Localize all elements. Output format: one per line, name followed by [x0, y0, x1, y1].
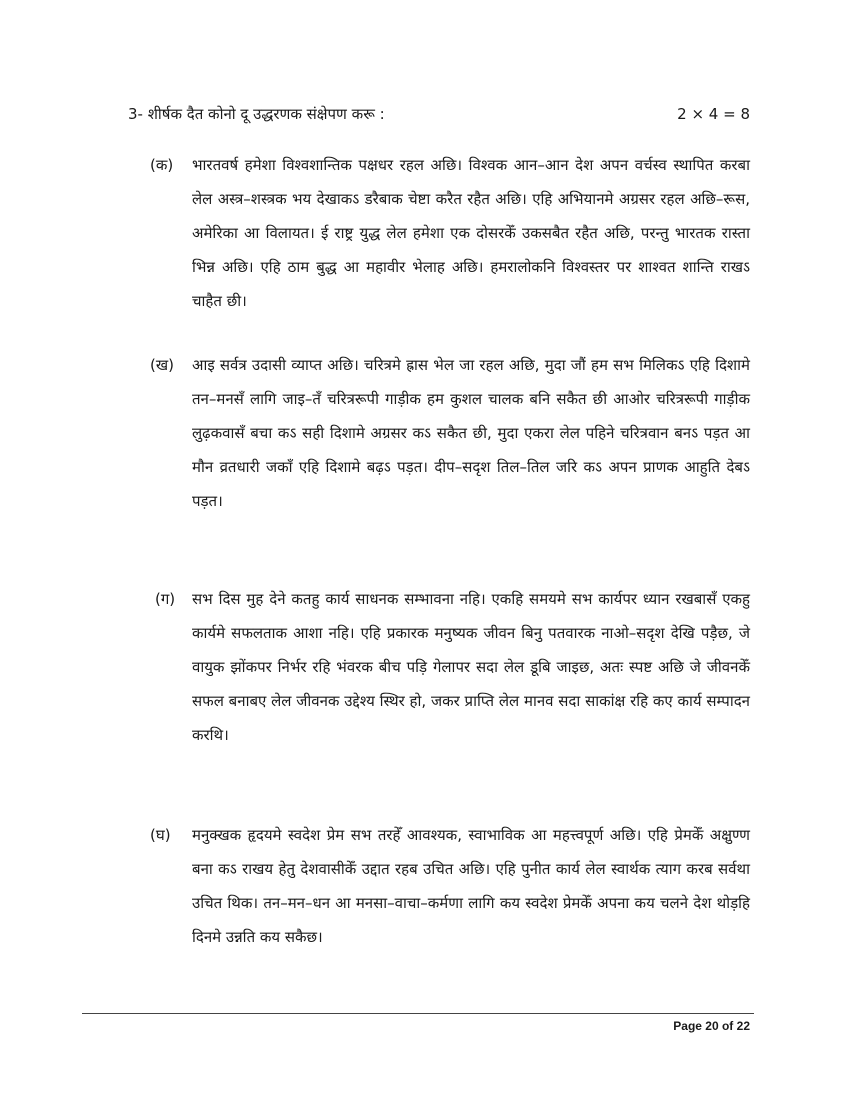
question-header [128, 100, 750, 128]
question-marks: 2 × 4 = 8 [677, 105, 750, 123]
passage-label: (क) [150, 156, 174, 174]
page-number: Page 20 of 22 [673, 1019, 750, 1033]
passage-text: आइ सर्वत्र उदासी व्याप्त अछि। चरित्रमे ह्रास भेल जा रहल अछि, मुदा जौं हम सभ मिलिकऽ एहि दिशामे तन–मनसँ लागि जाइ–तँ चरित्ररूपी गाड़ीक हम कुशल चालक बनि सकैत छी आओर चरित्ररूपी गाड़ीक लुढ़कवासँ बचा कऽ सही दिशामे अग्रसर कऽ सकैत छी, मुदा एकरा लेल पहिने चरित्रवान बनऽ पड़त आ मौन व्रतधारी जकाँ एहि दिशामे बढ़ऽ पड़त। दीप–सदृश तिल–तिल जरि कऽ अपन प्राणक आहुति देबऽ पड़त। [192, 356, 750, 510]
question-text: 3- शीर्षक दैत कोनो दू उद्धरणक संक्षेपण करू : [128, 105, 385, 123]
passage-label: (ग) [155, 590, 176, 608]
passage-text: मनुक्खक हृदयमे स्वदेश प्रेम सभ तरहेँ आवश्यक, स्वाभाविक आ महत्त्वपूर्ण अछि। एहि प्रेमकेँ अक्षुण्ण बना कऽ राखय हेतु देशवासीकेँ उद्दात रहब उचित अछि। एहि पुनीत कार्य लेल स्वार्थक त्याग करब सर्वथा उचित थिक। तन–मन–धन आ मनसा–वाचा–कर्मणा लागि कय स्वदेश प्रेमकेँ अपना कय चलने देश थोड़हि दिनमे उन्नति कय सकैछ। [192, 826, 750, 946]
passage-label: (ख) [150, 356, 174, 374]
passage-label: (घ) [150, 826, 171, 844]
footer-divider [82, 1013, 754, 1014]
passage-text: भारतवर्ष हमेशा विश्वशान्तिक पक्षधर रहल अछि। विश्वक आन–आन देश अपन वर्चस्व स्थापित करबा लेल अस्त्र–शस्त्रक भय देखाकऽ डरैबाक चेष्टा करैत रहैत अछि। एहि अभियानमे अग्रसर रहल अछि–रूस, अमेरिका आ विलायत। ई राष्ट्र युद्ध लेल हमेशा एक दोसरकेँ उकसबैत रहैत अछि, परन्तु भारतक रास्ता भिन्न अछि। एहि ठाम बुद्ध आ महावीर भेलाह अछि। हमरालोकनि विश्वस्तर पर शाश्वत शान्ति राखऽ चाहैत छी। [192, 156, 750, 310]
passage-text: सभ दिस मुह देने कतहु कार्य साधनक सम्भावना नहि। एकहि समयमे सभ कार्यपर ध्यान रखबासँ एकहु कार्यमे सफलताक आशा नहि। एहि प्रकारक मनुष्यक जीवन बिनु पतवारक नाओ–सदृश देखि पड़ैछ, जे वायुक झोंकपर निर्भर रहि भंवरक बीच पड़ि गेलापर सदा लेल डूबि जाइछ, अतः स्पष्ट अछि जे जीवनकेँ सफल बनाबए लेल जीवनक उद्देश्य स्थिर हो, जकर प्राप्ति लेल मानव सदा साकांक्ष रहि कए कार्य सम्पादन करथि। [192, 590, 750, 744]
